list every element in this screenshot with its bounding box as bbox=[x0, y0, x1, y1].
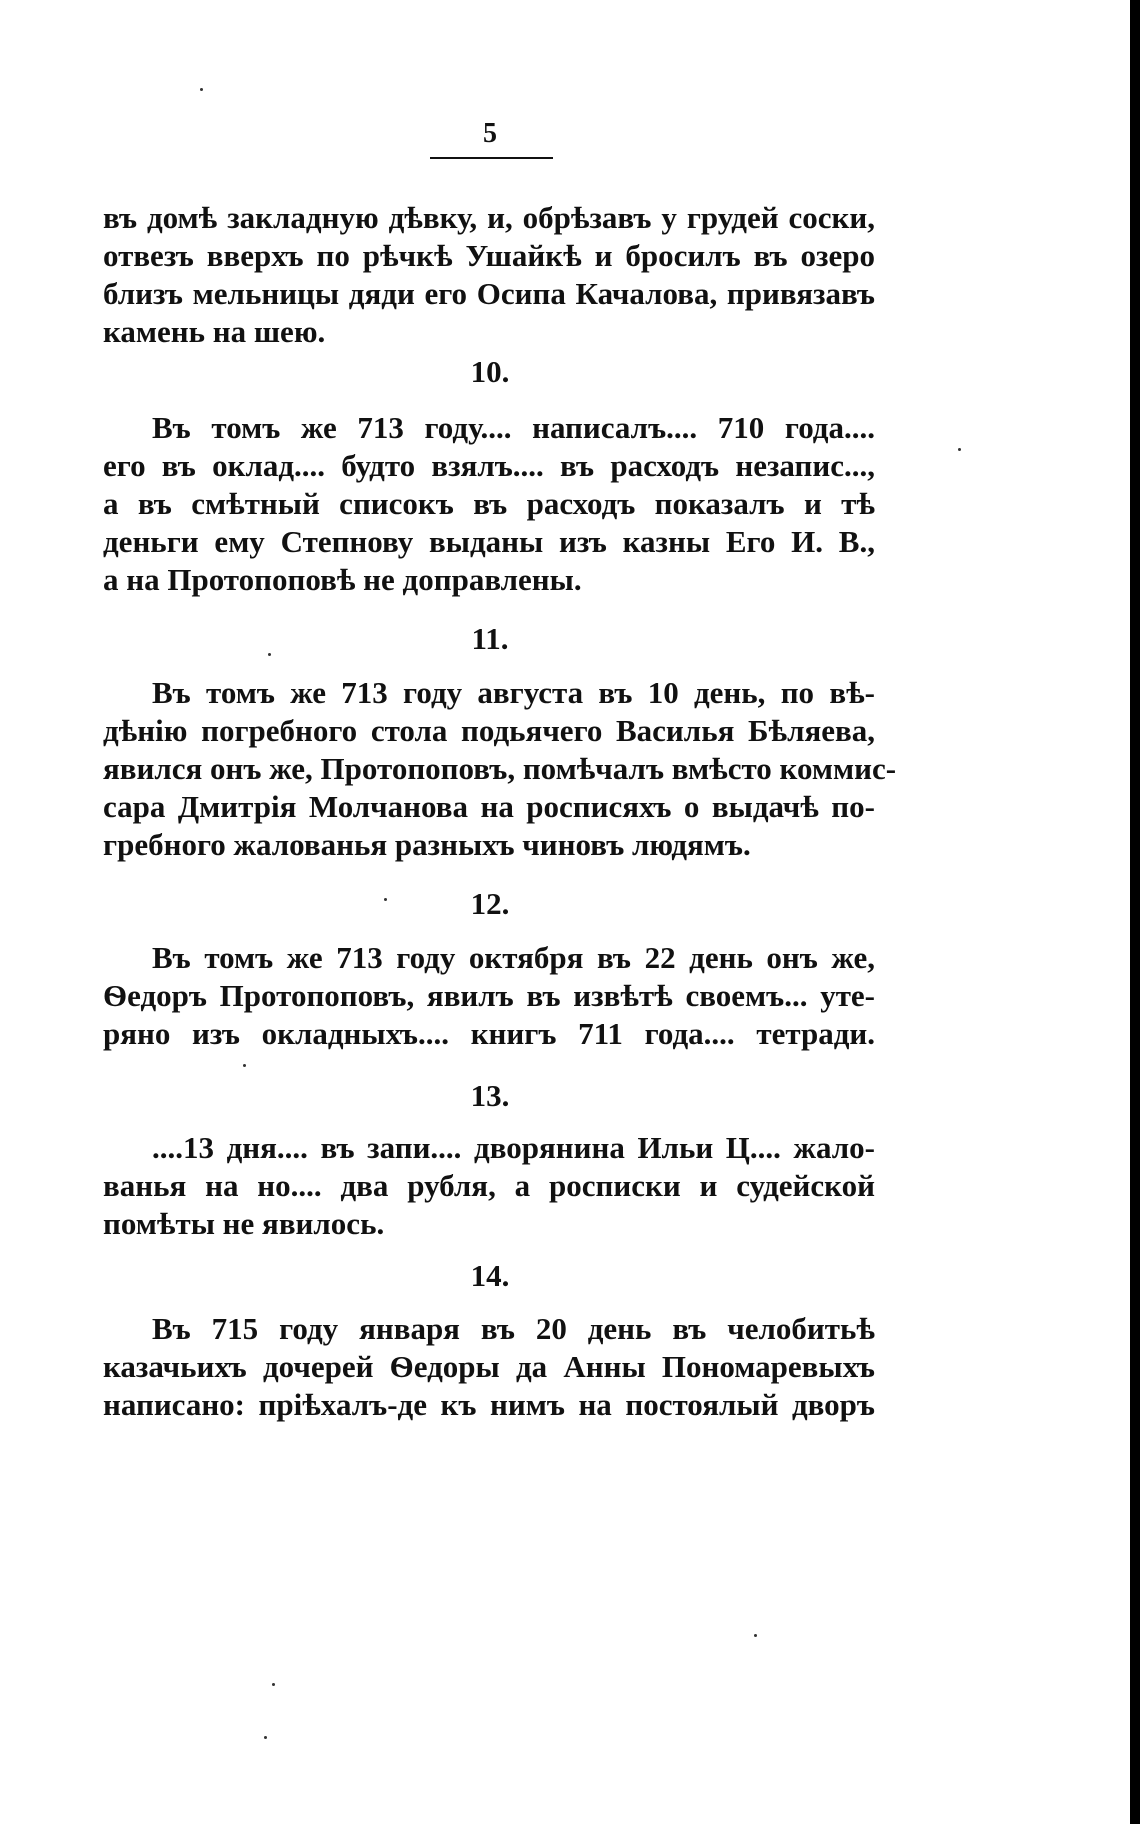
text-line: гребного жалованья разныхъ чиновъ людямъ. bbox=[103, 827, 751, 862]
section-heading: 14. bbox=[470, 1258, 510, 1293]
scan-speck bbox=[264, 1736, 267, 1739]
text-line: Въ 715 году января въ 20 день въ челобитьѣ bbox=[152, 1311, 875, 1346]
text-line: камень на шею. bbox=[103, 314, 326, 349]
right-page-edge bbox=[1130, 0, 1140, 1824]
text-line: а на Протопоповѣ не доправлены. bbox=[103, 562, 582, 597]
header-rule bbox=[430, 157, 553, 159]
scan-speck bbox=[754, 1634, 757, 1637]
scan-speck bbox=[272, 1683, 275, 1686]
text-line: дѣнію погребного стола подьячего Василья Бѣляева, bbox=[103, 713, 875, 748]
text-line: казачьихъ дочерей Ѳедоры да Анны Пономаревыхъ bbox=[103, 1349, 875, 1384]
text-line: Въ томъ же 713 году октября въ 22 день онъ же, bbox=[152, 940, 875, 975]
section-heading: 10. bbox=[470, 354, 510, 389]
scan-speck bbox=[958, 448, 961, 451]
scan-speck bbox=[243, 1064, 246, 1067]
right-page-gap bbox=[1124, 0, 1130, 1824]
text-line: отвезъ вверхъ по рѣчкѣ Ушайкѣ и бросилъ въ озеро bbox=[103, 238, 875, 273]
text-line: близъ мельницы дяди его Осипа Качалова, привязавъ bbox=[103, 276, 875, 311]
text-line: ряно изъ окладныхъ.... книгъ 711 года.... тетради. bbox=[103, 1016, 875, 1051]
text-line: сара Дмитрія Молчанова на росписяхъ о выдачѣ по- bbox=[103, 789, 875, 824]
section-heading: 12. bbox=[470, 886, 510, 921]
text-line: Въ томъ же 713 году.... написалъ.... 710 года.... bbox=[152, 410, 875, 445]
page-number: 5 bbox=[483, 118, 497, 149]
scan-speck bbox=[384, 898, 387, 901]
text-line: деньги ему Степнову выданы изъ казны Его И. В., bbox=[103, 524, 875, 559]
section-heading: 13. bbox=[470, 1078, 510, 1113]
text-line: а въ смѣтный списокъ въ расходъ показалъ и тѣ bbox=[103, 486, 875, 521]
scan-speck bbox=[200, 88, 203, 91]
section-heading: 11. bbox=[471, 621, 509, 656]
text-line: въ домѣ закладную дѣвку, и, обрѣзавъ у грудей соски, bbox=[103, 200, 875, 235]
text-line: его въ оклад.... будто взялъ.... въ расходъ незапис..., bbox=[103, 448, 875, 483]
text-line: явился онъ же, Протопоповъ, помѣчалъ вмѣсто коммис- bbox=[103, 751, 897, 786]
text-line: Ѳедоръ Протопоповъ, явилъ въ извѣтѣ своемъ... уте- bbox=[103, 978, 875, 1013]
text-line: помѣты не явилось. bbox=[103, 1206, 385, 1241]
text-line: ванья на но.... два рубля, а росписки и судейской bbox=[103, 1168, 875, 1203]
text-line: написано: пріѣхалъ-де къ нимъ на постоялый дворъ bbox=[103, 1387, 875, 1422]
text-line: ....13 дня.... въ запи.... дворянина Ильи Ц.... жало- bbox=[152, 1130, 875, 1165]
scan-speck bbox=[268, 653, 271, 656]
text-line: Въ томъ же 713 году августа въ 10 день, по вѣ- bbox=[152, 675, 875, 710]
